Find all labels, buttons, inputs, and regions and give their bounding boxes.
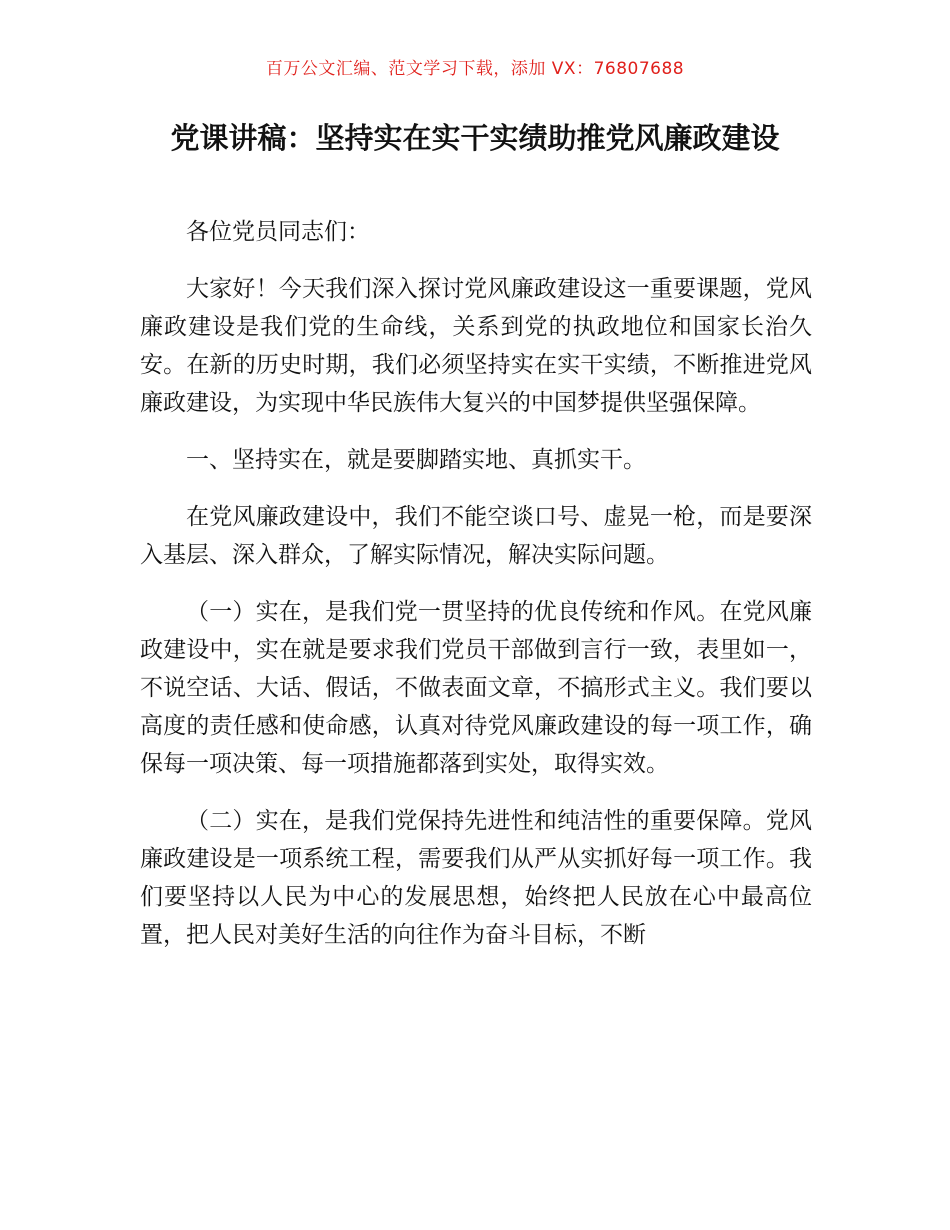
salutation: 各位党员同志们： (186, 219, 370, 245)
paragraph: 大家好！今天我们深入探讨党风廉政建设这一重要课题，党风廉政建设是我们党的生命线，关系到党的执政地位和国家长治久安。在新的历史时期，我们必须坚持实在实干实绩，不断推进党风廉政建设，为实现中华民族伟大复兴的中国梦提供坚强保障。 (140, 276, 812, 416)
document-title: 党课讲稿：坚持实在实干实绩助推党风廉政建设 (170, 121, 780, 155)
document-body (140, 213, 812, 973)
paragraph: （二）实在，是我们党保持先进性和纯洁性的重要保障。党风廉政建设是一项系统工程，需要我们从严从实抓好每一项工作。我们要坚持以人民为中心的发展思想，始终把人民放在心中最高位置，把人民对美好生活的向往作为奋斗目标，不断 (140, 808, 812, 948)
paragraph: （一）实在，是我们党一贯坚持的优良传统和作风。在党风廉政建设中，实在就是要求我们党员干部做到言行一致，表里如一，不说空话、大话、假话，不做表面文章，不搞形式主义。我们要以高度的责任感和使命感，认真对待党风廉政建设的每一项工作，确保每一项决策、每一项措施都落到实处，取得实效。 (140, 599, 812, 777)
paragraph: 在党风廉政建设中，我们不能空谈口号、虚晃一枪，而是要深入基层、深入群众，了解实际情况，解决实际问题。 (140, 504, 812, 568)
section-heading: 一、坚持实在，就是要脚踏实地、真抓实干。 (186, 447, 646, 473)
watermark-header: 百万公文汇编、范文学习下载，添加 VX：76807688 (265, 59, 685, 79)
